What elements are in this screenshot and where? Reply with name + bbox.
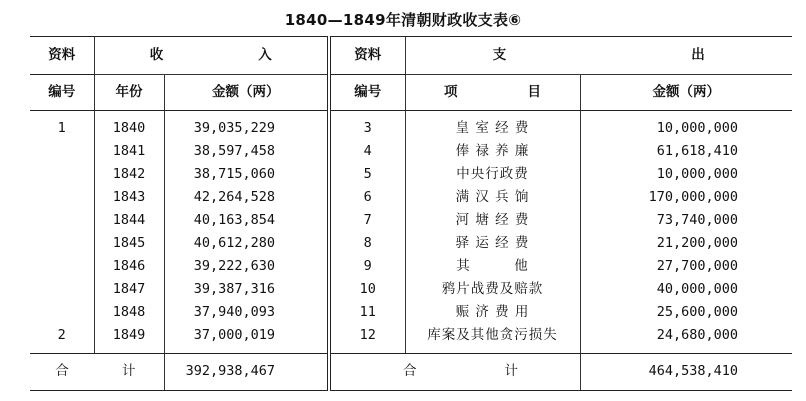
expense-amount: 25,600,000 bbox=[580, 301, 792, 324]
expense-source: 7 bbox=[329, 209, 405, 232]
total-label-char-2: 计 bbox=[94, 354, 164, 391]
expense-amount: 10,000,000 bbox=[580, 117, 792, 140]
income-amount: 40,612,280 bbox=[164, 232, 329, 255]
header-item bbox=[405, 75, 580, 111]
income-total: 392,938,467 bbox=[164, 354, 329, 391]
header-expense-char-2: 出 bbox=[691, 46, 705, 63]
income-year: 1845 bbox=[94, 232, 164, 255]
expense-item: 赈 济 费 用 bbox=[405, 301, 580, 324]
income-year: 1841 bbox=[94, 140, 164, 163]
table-row bbox=[30, 301, 792, 324]
expense-total: 464,538,410 bbox=[580, 354, 792, 391]
table-row bbox=[30, 186, 792, 209]
income-amount: 39,387,316 bbox=[164, 278, 329, 301]
expense-source: 6 bbox=[329, 186, 405, 209]
table-title: 1840—1849年清朝财政收支表⑥ bbox=[284, 11, 522, 29]
expense-item: 满 汉 兵 饷 bbox=[405, 186, 580, 209]
expense-total-label-char-2: 计 bbox=[504, 363, 518, 380]
income-source: 2 bbox=[57, 326, 66, 343]
expense-total-label bbox=[329, 354, 580, 391]
header-income bbox=[94, 37, 329, 75]
total-label-char-1: 合 bbox=[30, 354, 94, 391]
header-expense-source-bottom: 编号 bbox=[329, 75, 405, 111]
expense-amount: 40,000,000 bbox=[580, 278, 792, 301]
expense-amount: 73,740,000 bbox=[580, 209, 792, 232]
table-row bbox=[30, 324, 792, 347]
table-row bbox=[30, 163, 792, 186]
income-amount: 38,597,458 bbox=[164, 140, 329, 163]
income-source: 1 bbox=[57, 119, 66, 136]
income-source bbox=[30, 278, 94, 301]
header-item-char-1: 项 bbox=[444, 83, 458, 100]
table-row bbox=[30, 278, 792, 301]
expense-source: 10 bbox=[329, 278, 405, 301]
header-row-1 bbox=[30, 37, 792, 75]
income-source bbox=[30, 140, 94, 163]
table-container bbox=[30, 36, 792, 391]
income-source bbox=[30, 255, 94, 278]
expense-total-label-char-1: 合 bbox=[403, 363, 417, 380]
finance-table bbox=[30, 36, 792, 391]
expense-item: 河 塘 经 费 bbox=[405, 209, 580, 232]
expense-source: 9 bbox=[329, 255, 405, 278]
expense-source: 12 bbox=[329, 324, 405, 347]
header-year: 年份 bbox=[94, 75, 164, 111]
expense-source: 4 bbox=[329, 140, 405, 163]
expense-item: 皇 室 经 费 bbox=[405, 117, 580, 140]
expense-source: 3 bbox=[329, 117, 405, 140]
header-expense bbox=[405, 37, 792, 75]
income-amount: 39,035,229 bbox=[164, 117, 329, 140]
header-source-top: 资料 bbox=[30, 37, 94, 75]
expense-source: 11 bbox=[329, 301, 405, 324]
income-amount: 40,163,854 bbox=[164, 209, 329, 232]
income-year: 1840 bbox=[94, 117, 164, 140]
header-income-char-2: 入 bbox=[258, 46, 272, 63]
expense-amount: 27,700,000 bbox=[580, 255, 792, 278]
income-amount: 39,222,630 bbox=[164, 255, 329, 278]
income-year: 1842 bbox=[94, 163, 164, 186]
expense-source: 8 bbox=[329, 232, 405, 255]
income-source bbox=[30, 186, 94, 209]
header-income-amount: 金额（两） bbox=[164, 75, 329, 111]
expense-amount: 61,618,410 bbox=[580, 140, 792, 163]
header-income-char-1: 收 bbox=[149, 46, 164, 63]
income-amount: 37,940,093 bbox=[164, 301, 329, 324]
income-year: 1844 bbox=[94, 209, 164, 232]
income-year: 1847 bbox=[94, 278, 164, 301]
table-row bbox=[30, 232, 792, 255]
expense-item: 俸 禄 养 廉 bbox=[405, 140, 580, 163]
table-row bbox=[30, 117, 792, 140]
header-item-char-2: 目 bbox=[527, 83, 541, 100]
header-expense-char-1: 支 bbox=[492, 46, 507, 63]
expense-amount: 10,000,000 bbox=[580, 163, 792, 186]
expense-item: 鸦片战费及赔款 bbox=[405, 278, 580, 301]
expense-item: 其 他 bbox=[405, 255, 580, 278]
header-expense-source-top: 资料 bbox=[329, 37, 405, 75]
income-source bbox=[30, 301, 94, 324]
income-year: 1846 bbox=[94, 255, 164, 278]
expense-amount: 170,000,000 bbox=[580, 186, 792, 209]
table-row bbox=[30, 140, 792, 163]
income-year: 1849 bbox=[94, 324, 164, 347]
total-row bbox=[30, 354, 792, 391]
expense-item: 驿 运 经 费 bbox=[405, 232, 580, 255]
table-row bbox=[30, 209, 792, 232]
header-source-bottom: 编号 bbox=[30, 75, 94, 111]
income-year: 1843 bbox=[94, 186, 164, 209]
income-amount: 38,715,060 bbox=[164, 163, 329, 186]
income-year: 1848 bbox=[94, 301, 164, 324]
header-row-2 bbox=[30, 75, 792, 111]
income-source bbox=[30, 163, 94, 186]
header-expense-amount: 金额（两） bbox=[580, 75, 792, 111]
income-amount: 42,264,528 bbox=[164, 186, 329, 209]
expense-item: 中央行政费 bbox=[405, 163, 580, 186]
expense-amount: 24,680,000 bbox=[580, 324, 792, 347]
expense-source: 5 bbox=[329, 163, 405, 186]
expense-amount: 21,200,000 bbox=[580, 232, 792, 255]
income-source bbox=[30, 209, 94, 232]
table-row bbox=[30, 255, 792, 278]
income-amount: 37,000,019 bbox=[164, 324, 329, 347]
expense-item: 库案及其他贪污损失 bbox=[405, 324, 580, 347]
income-source bbox=[30, 232, 94, 255]
